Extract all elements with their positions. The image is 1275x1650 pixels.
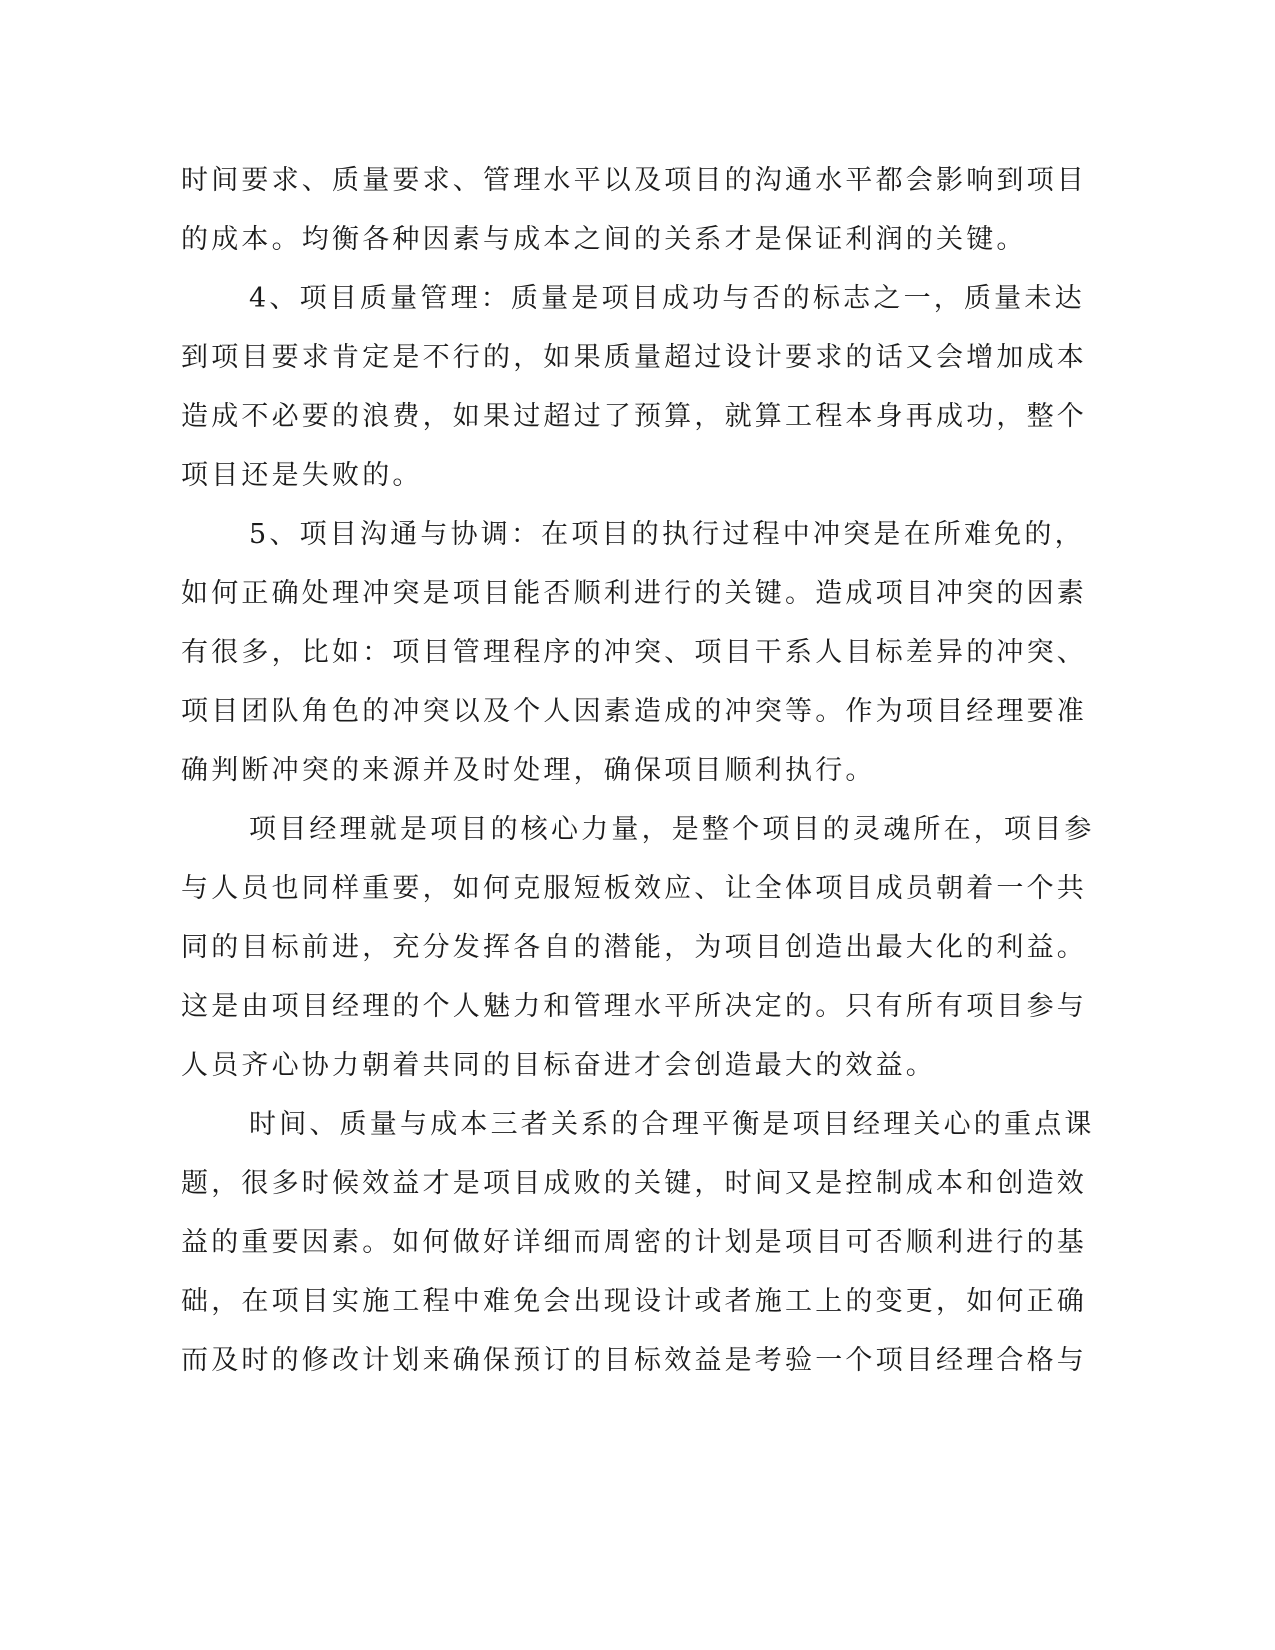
- text-line: 造成不必要的浪费，如果过超过了预算，就算工程本身再成功，整个: [181, 401, 1087, 432]
- text-line: 益的重要因素。如何做好详细而周密的计划是项目可否顺利进行的基: [181, 1227, 1087, 1258]
- text-line: 而及时的修改计划来确保预订的目标效益是考验一个项目经理合格与: [181, 1345, 1087, 1376]
- text-line: 础，在项目实施工程中难免会出现设计或者施工上的变更，如何正确: [181, 1286, 1087, 1317]
- text-line: 确判断冲突的来源并及时处理，确保项目顺利执行。: [181, 755, 876, 786]
- text-line: 同的目标前进，充分发挥各自的潜能，为项目创造出最大化的利益。: [181, 932, 1087, 963]
- text-line: 项目经理就是项目的核心力量，是整个项目的灵魂所在，项目参: [249, 814, 1095, 845]
- text-line: 5、项目沟通与协调：在项目的执行过程中冲突是在所难免的，: [249, 519, 1085, 550]
- text-line: 项目还是失败的。: [181, 460, 423, 491]
- text-line: 4、项目质量管理：质量是项目成功与否的标志之一，质量未达: [249, 283, 1085, 314]
- text-line: 项目团队角色的冲突以及个人因素造成的冲突等。作为项目经理要准: [181, 696, 1087, 727]
- text-line: 的成本。均衡各种因素与成本之间的关系才是保证利润的关键。: [181, 224, 1027, 255]
- text-line: 与人员也同样重要，如何克服短板效应、让全体项目成员朝着一个共: [181, 873, 1087, 904]
- text-line: 时间、质量与成本三者关系的合理平衡是项目经理关心的重点课: [249, 1109, 1095, 1140]
- text-line: 题，很多时候效益才是项目成败的关键，时间又是控制成本和创造效: [181, 1168, 1087, 1199]
- text-line: 这是由项目经理的个人魅力和管理水平所决定的。只有所有项目参与: [181, 991, 1087, 1022]
- text-line: 如何正确处理冲突是项目能否顺利进行的关键。造成项目冲突的因素: [181, 578, 1087, 609]
- text-line: 时间要求、质量要求、管理水平以及项目的沟通水平都会影响到项目: [181, 165, 1087, 196]
- text-line: 到项目要求肯定是不行的，如果质量超过设计要求的话又会增加成本: [181, 342, 1087, 373]
- text-line: 人员齐心协力朝着共同的目标奋进才会创造最大的效益。: [181, 1050, 936, 1081]
- text-line: 有很多，比如：项目管理程序的冲突、项目干系人目标差异的冲突、: [181, 637, 1087, 668]
